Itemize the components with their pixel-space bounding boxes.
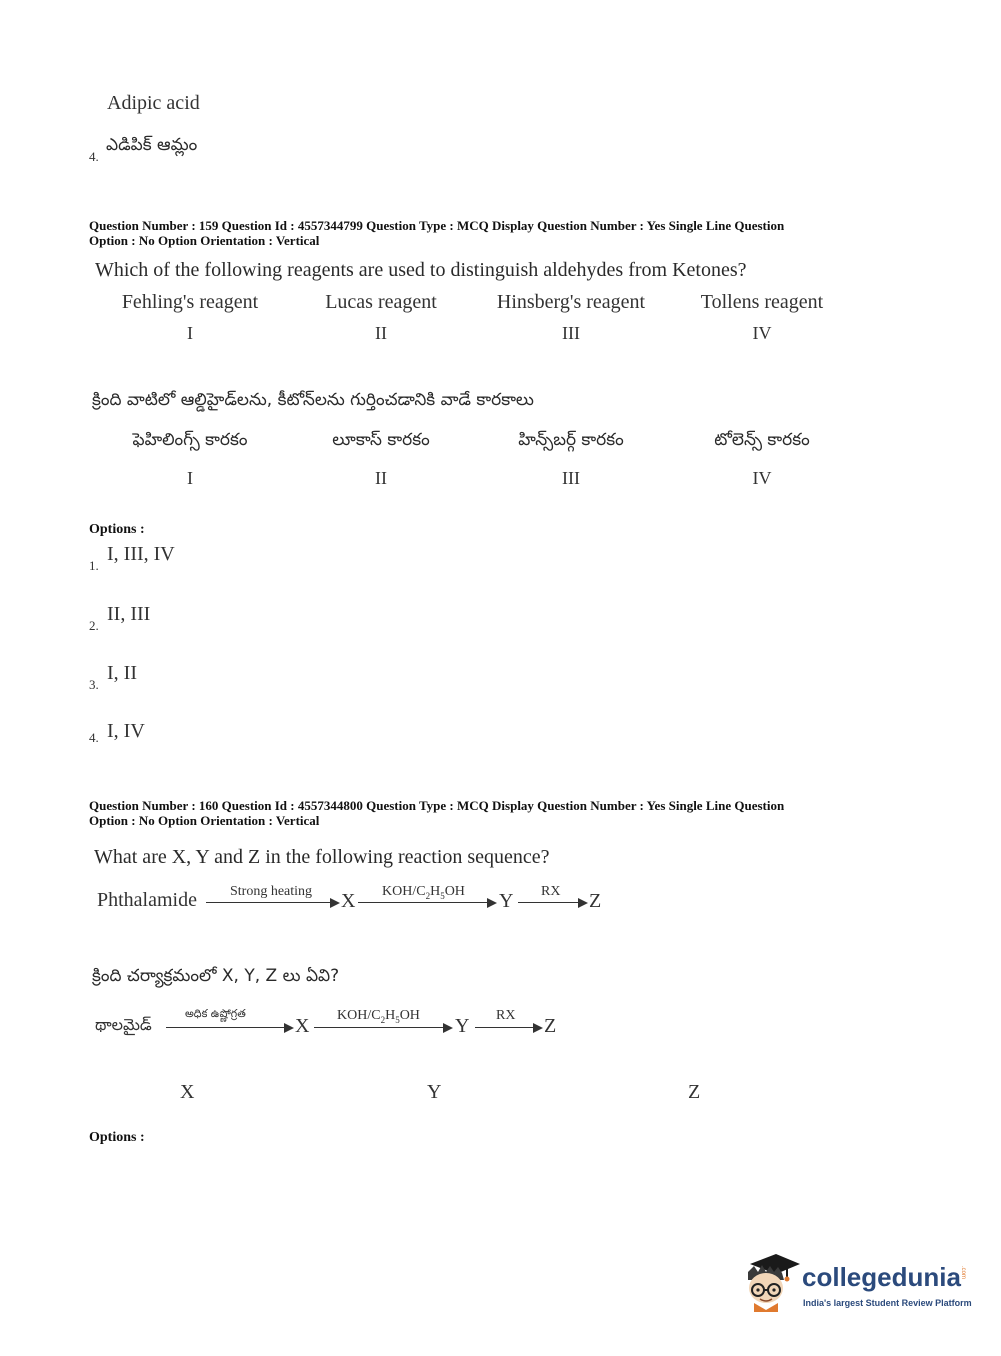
rx-condition-2: KOH/$C_2H_5OH$ bbox=[382, 884, 465, 901]
q160-options-label: Options : bbox=[89, 1130, 145, 1145]
q159-reagent-te-4: టోలెన్స్ కారకం bbox=[714, 430, 810, 450]
q159-roman-en-1: I bbox=[187, 323, 193, 343]
rx-y: Y bbox=[499, 890, 514, 912]
q160-question-english: What are X, Y and Z in the following reaction sequence? bbox=[94, 846, 550, 868]
q159-roman-te-4: IV bbox=[752, 468, 772, 488]
q160-column-z: Z bbox=[688, 1081, 701, 1103]
rx-te-arrow-3-head bbox=[533, 1023, 543, 1033]
rx-arrow-3-head bbox=[578, 898, 588, 908]
rx-te-arrow-2-line bbox=[314, 1027, 445, 1028]
q159-options-label: Options : bbox=[89, 522, 145, 537]
rx-arrow-1-line bbox=[206, 902, 332, 903]
logo-wordmark: collegedunia bbox=[802, 1262, 961, 1292]
rx-te-arrow-1-head bbox=[284, 1023, 294, 1033]
rx-arrow-1-head bbox=[330, 898, 340, 908]
q159-roman-en-3: III bbox=[562, 323, 580, 343]
option-text: I, III, IV bbox=[107, 543, 175, 565]
q159-reagent-te-2: లూకాస్ కారకం bbox=[332, 430, 430, 450]
collegedunia-logo[interactable] bbox=[742, 1250, 972, 1322]
rx-condition-3: RX bbox=[541, 884, 561, 899]
q159-roman-en-4: IV bbox=[752, 323, 772, 343]
rx-te-condition-2: KOH/$C_2H_5OH$ bbox=[337, 1008, 420, 1025]
q159-reagent-en-2: Lucas reagent bbox=[325, 291, 437, 313]
q159-reagent-te-3: హిన్స్‌బర్గ్ కారకం bbox=[518, 430, 624, 450]
prev-option-4-english: Adipic acid bbox=[107, 92, 200, 114]
rx-te-y: Y bbox=[455, 1015, 470, 1037]
option-number: 2. bbox=[89, 618, 99, 633]
q159-roman-te-2: II bbox=[375, 468, 387, 488]
q160-column-x: X bbox=[180, 1081, 195, 1103]
rx-te-condition-3: RX bbox=[496, 1008, 516, 1023]
q159-meta-line1: Question Number : 159 Question Id : 4557344799 Question Type : MCQ Display Question Number : Yes Single Line Question bbox=[89, 218, 785, 233]
option-text: II, III bbox=[107, 603, 151, 625]
prev-option-4-number: 4. bbox=[89, 149, 99, 164]
rx-arrow-2-head bbox=[487, 898, 497, 908]
q159-question-telugu: క్రింది వాటిలో ఆల్డిహైడ్‌లను, కీటోన్‌లను గుర్తించడానికి వాడే కారకాలు bbox=[92, 390, 534, 410]
q159-reagent-en-4: Tollens reagent bbox=[700, 291, 824, 313]
rx-z: Z bbox=[589, 890, 602, 912]
q159-reagent-en-3: Hinsberg's reagent bbox=[496, 291, 646, 313]
rx-te-arrow-1-line bbox=[166, 1027, 286, 1028]
q160-question-telugu: క్రింది చర్యాక్రమంలో X, Y, Z లు ఏవి? bbox=[92, 966, 340, 986]
rx-te-z: Z bbox=[544, 1015, 557, 1037]
q159-roman-te-3: III bbox=[562, 468, 580, 488]
q159-roman-en-2: II bbox=[375, 323, 387, 343]
rx-te-start: థాలమైడ్ bbox=[95, 1015, 152, 1034]
q159-meta bbox=[89, 218, 969, 248]
q160-reaction-telugu bbox=[0, 1003, 700, 1043]
option-number: 3. bbox=[89, 677, 99, 692]
rx-start: Phthalamide bbox=[97, 889, 197, 911]
option-number: 1. bbox=[89, 558, 99, 573]
rx-arrow-3-line bbox=[518, 902, 580, 903]
option-number: 4. bbox=[89, 730, 99, 745]
q160-meta bbox=[89, 798, 969, 828]
logo-tagline: India's largest Student Review Platform bbox=[803, 1298, 972, 1308]
q160-reaction-english bbox=[0, 878, 700, 918]
rx-arrow-2-line bbox=[358, 902, 489, 903]
q160-meta-line2: Option : No Option Orientation : Vertical bbox=[89, 813, 320, 828]
rx-te-condition-1: అధిక ఉష్ణోగ్రత bbox=[185, 1007, 246, 1020]
q159-reagent-en-1: Fehling's reagent bbox=[121, 291, 259, 313]
q159-question-english: Which of the following reagents are used to distinguish aldehydes from Ketones? bbox=[95, 259, 747, 281]
rx-te-arrow-3-line bbox=[475, 1027, 535, 1028]
prev-option-4-telugu: ఎడిపిక్ ఆమ్లం bbox=[106, 135, 198, 155]
rx-x: X bbox=[341, 890, 356, 912]
q160-column-y: Y bbox=[427, 1081, 442, 1103]
logo-dotcom: .com bbox=[960, 1266, 966, 1280]
mascot-icon bbox=[742, 1250, 802, 1316]
q159-meta-line2: Option : No Option Orientation : Vertical bbox=[89, 233, 320, 248]
q160-meta-line1: Question Number : 160 Question Id : 4557344800 Question Type : MCQ Display Question Number : Yes Single Line Question bbox=[89, 798, 785, 813]
q159-roman-te-1: I bbox=[187, 468, 193, 488]
rx-condition-1: Strong heating bbox=[230, 884, 313, 899]
rx-te-x: X bbox=[295, 1015, 310, 1037]
option-text: I, II bbox=[107, 662, 137, 684]
rx-te-arrow-2-head bbox=[443, 1023, 453, 1033]
q159-reagent-te-1: ఫెహిలింగ్స్ కారకం bbox=[132, 430, 248, 450]
option-text: I, IV bbox=[107, 720, 145, 742]
